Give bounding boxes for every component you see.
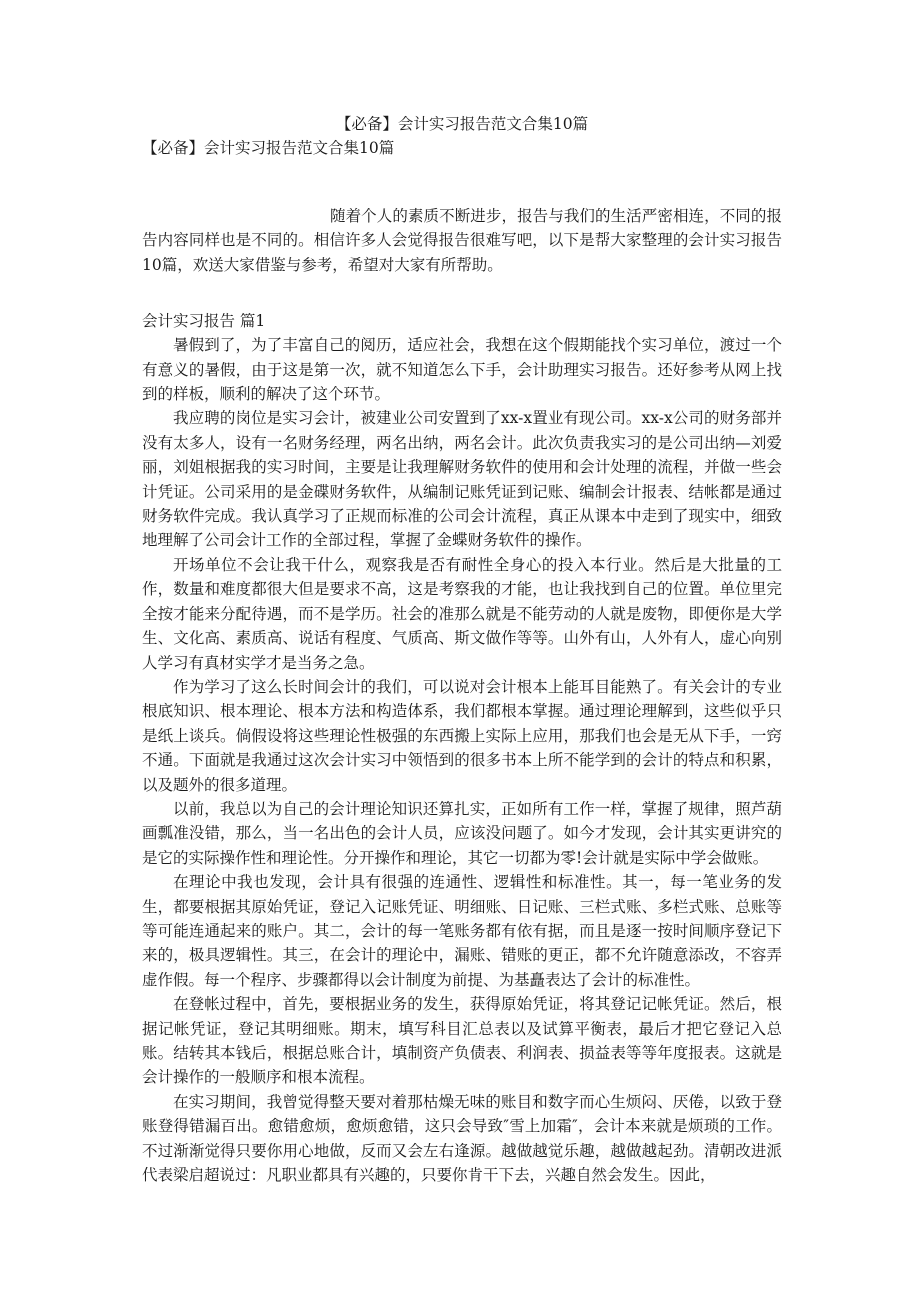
body-paragraph: 开场单位不会让我干什么，观察我是否有耐性全身心的投入本行业。然后是大批量的工作，数量和难度都很大但是要求不高，这是考察我的才能，也让我找到自己的位置。单位里完全按才能来分配待遇，而不是学历。社会的准那么就是不能劳动的人就是废物，即便你是大学生、文化高、素质高、说话有程度、气质高、斯文做作等等。山外有山，人外有人，虚心向别人学习有真材实学才是当务之急。 <box>142 555 782 672</box>
body-paragraph: 在登帐过程中，首先，要根据业务的发生，获得原始凭证，将其登记记帐凭证。然后，根据记帐凭证，登记其明细账。期末，填写科目汇总表以及试算平衡表，最后才把它登记入总账。结转其本钱后，根据总账合计，填制资产负债表、利润表、损益表等等年度报表。这就是会计操作的一般顺序和根本流程。 <box>142 995 782 1087</box>
body-paragraph: 在实习期间，我曾觉得整天要对着那枯燥无味的账目和数字而心生烦闷、厌倦，以致于登账登得错漏百出。愈错愈烦，愈烦愈错，这只会导致″雪上加霜″，会计本来就是烦琐的工作。不过渐渐觉得只要你用心地做，反而又会左右逢源。越做越觉乐趣，越做越起劲。清朝改进派代表梁启超说过：凡职业都具有兴趣的，只要你肯干下去，兴趣自然会发生。因此， <box>142 1092 782 1185</box>
document-title: 【必备】会计实习报告范文合集10篇 <box>335 115 589 133</box>
body-paragraph: 在理论中我也发现，会计具有很强的连通性、逻辑性和标准性。其一，每一笔业务的发生，都要根据其原始凭证，登记入记账凭证、明细账、日记账、三栏式账、多栏式账、总账等等可能连通起来的账户。其二，会计的每一笔账务都有依有据，而且是逐一按时间顺序登记下来的，极具逻辑性。其三，在会计的理论中，漏账、错账的更正，都不允许随意添改，不容弄虚作假。每一个程序、步骤都得以会计制度为前提、为基矗表达了会计的标准性。 <box>142 873 782 989</box>
body-paragraph: 我应聘的岗位是实习会计，被建业公司安置到了xx-x置业有现公司。xx-x公司的财务部并没有太多人，设有一名财务经理，两名出纳，两名会计。此次负责我实习的是公司出纳—刘爱丽，刘姐根据我的实习时间，主要是让我理解财务软件的使用和会计处理的流程，并做一些会计凭证。公司采用的是金碟财务软件，从编制记账凭证到记账、编制会计报表、结帐都是通过财务软件完成。我认真学习了正规而标准的公司会计流程，真正从课本中走到了现实中，细致地理解了公司会计工作的全部过程，掌握了金蝶财务软件的操作。 <box>142 409 782 550</box>
body-paragraph: 暑假到了，为了丰富自己的阅历，适应社会，我想在这个假期能找个实习单位，渡过一个有意义的暑假，由于这是第一次，就不知道怎么下手，会计助理实习报告。还好参考从网上找到的样板，顺利的解决了这个环节。 <box>142 336 782 404</box>
body-paragraph: 作为学习了这么长时间会计的我们，可以说对会计根本上能耳目能熟了。有关会计的专业根底知识、根本理论、根本方法和构造体系，我们都根本掌握。通过理论理解到，这些似乎只是纸上谈兵。倘假设将这些理论性极强的东西搬上实际上应用，那我们也会是无从下手，一窍不通。下面就是我通过这次会计实习中领悟到的很多书本上所不能学到的会计的特点和积累，以及题外的很多道理。 <box>142 677 782 794</box>
document-page <box>142 112 782 1187</box>
intro-paragraph: 随着个人的素质不断进步，报告与我们的生活严密相连，不同的报告内容同样也是不同的。相信许多人会觉得报告很难写吧，以下是帮大家整理的会计实习报告10篇，欢送大家借鉴与参考，希望对大家有所帮助。 <box>142 207 782 274</box>
body-paragraph: 以前，我总以为自己的会计理论知识还算扎实，正如所有工作一样，掌握了规律，照芦葫画瓢准没错，那么，当一名出色的会计人员，应该没问题了。如今才发现，会计其实更讲究的是它的实际操作性和理论性。分开操作和理论，其它一切都为零!会计就是实际中学会做账。 <box>142 799 782 867</box>
document-subtitle: 【必备】会计实习报告范文合集10篇 <box>142 139 395 157</box>
section-heading: 会计实习报告 篇1 <box>142 312 266 331</box>
